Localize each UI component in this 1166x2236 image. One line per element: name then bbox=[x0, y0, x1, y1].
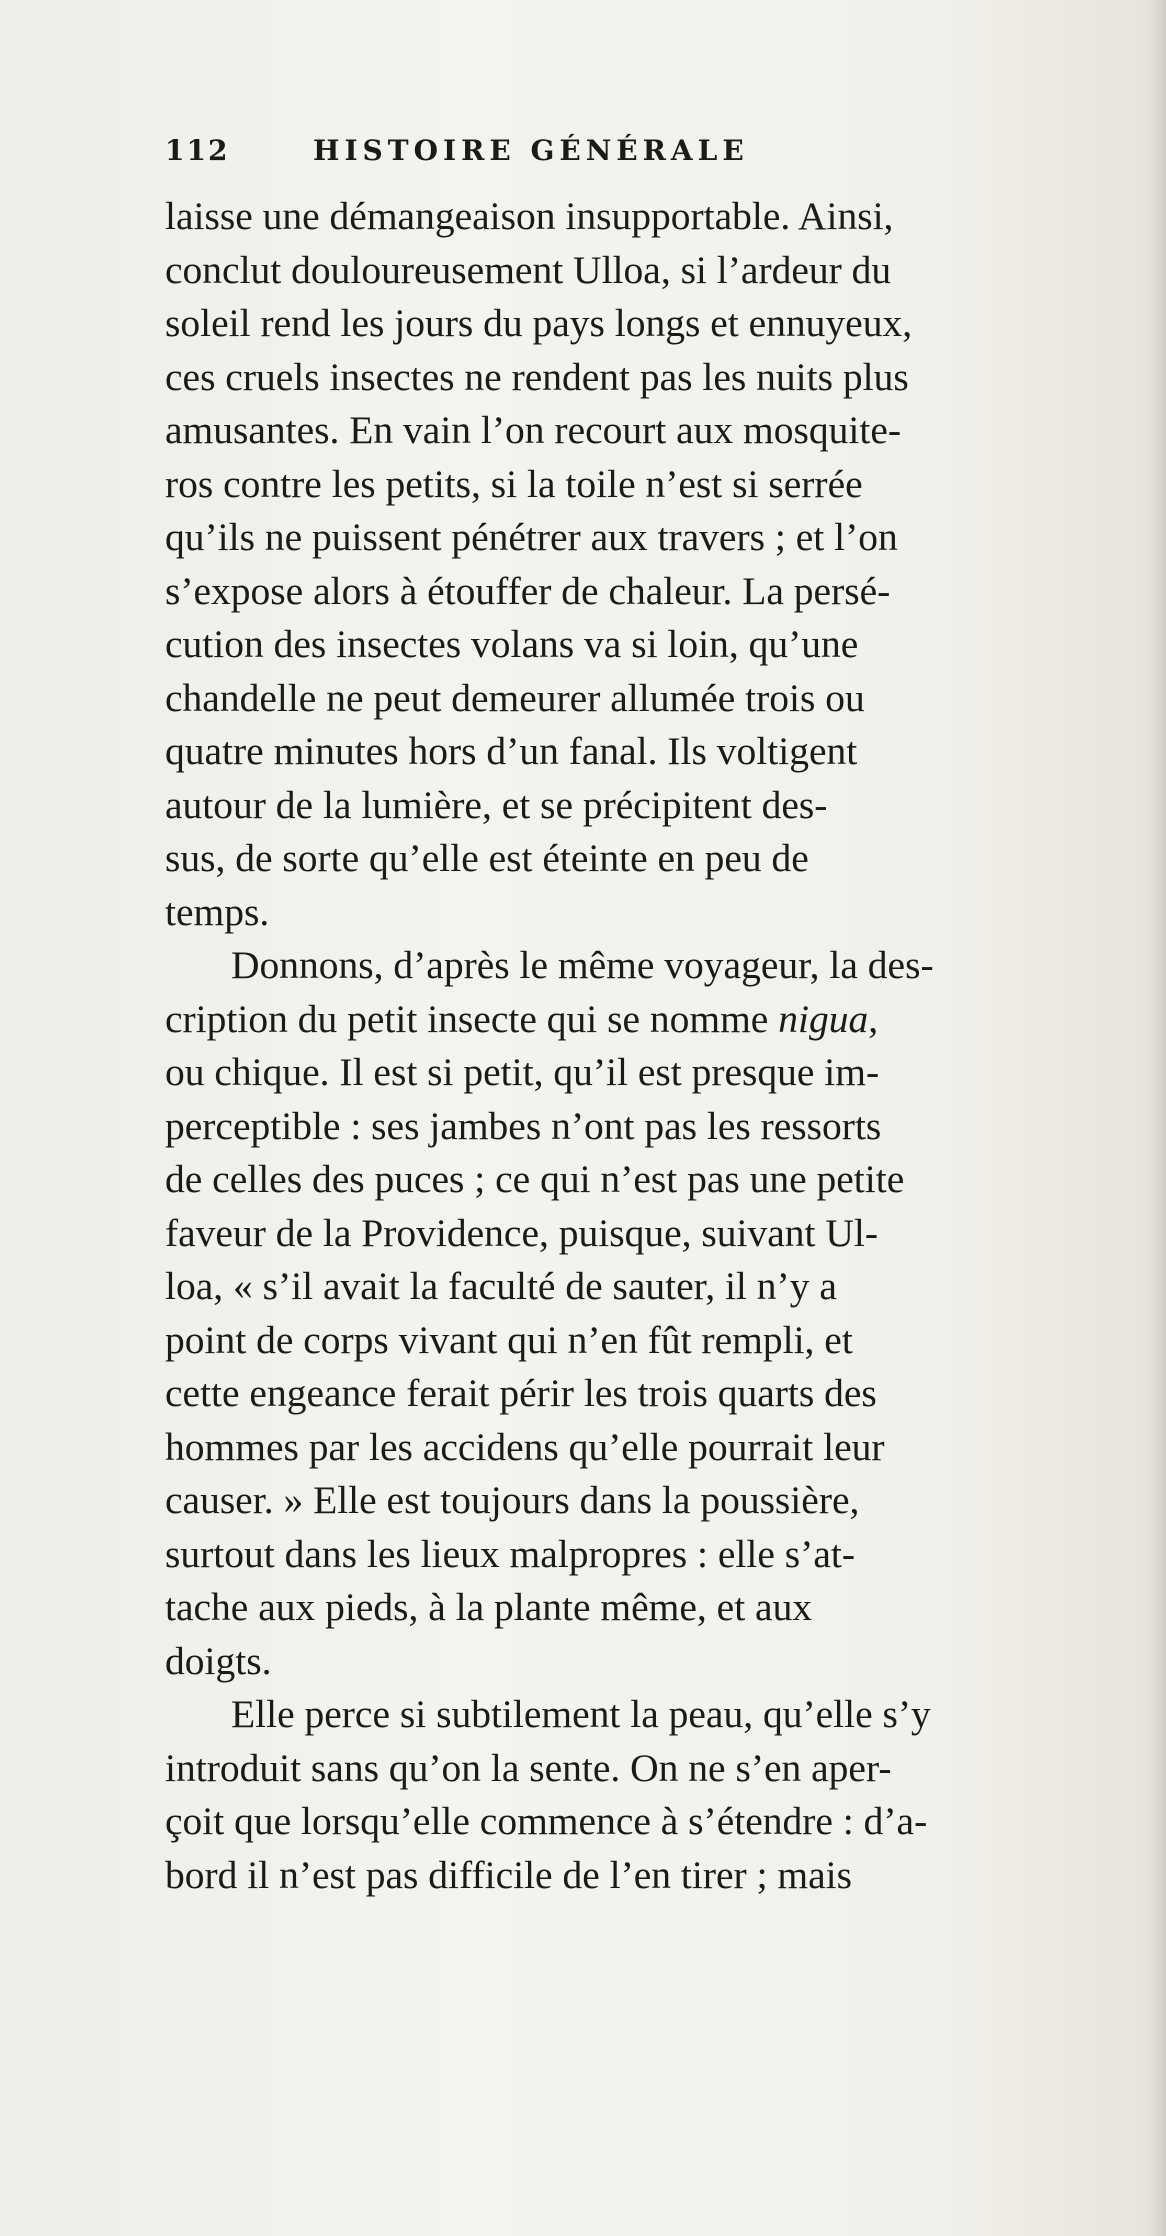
text-line: chandelle ne peut demeurer allumée trois ou bbox=[165, 675, 865, 720]
text-line: conclut douloureusement Ulloa, si l’ardeur du bbox=[165, 247, 892, 292]
text-line: hommes par les accidens qu’elle pourrait leur bbox=[165, 1424, 885, 1469]
text-line: bord il n’est pas difficile de l’en tirer ; mais bbox=[165, 1852, 853, 1897]
text-line: loa, « s’il avait la faculté de sauter, il n’y a bbox=[165, 1264, 837, 1308]
text-line: cution des insectes volans va si loin, qu’une bbox=[165, 622, 859, 666]
text-line: cette engeance ferait périr les trois quarts des bbox=[165, 1371, 877, 1415]
text-line: tache aux pieds, à la plante même, et aux bbox=[165, 1585, 813, 1629]
page-number: 112 bbox=[165, 134, 230, 167]
text-line: autour de la lumière, et se précipitent des- bbox=[165, 782, 828, 827]
text-line: introduit sans qu’on la sente. On ne s’en aper- bbox=[165, 1745, 892, 1790]
text-line: faveur de la Providence, puisque, suivant Ul- bbox=[165, 1210, 878, 1255]
italic-term: nigua bbox=[778, 996, 869, 1041]
text-line: quatre minutes hors d’un fanal. Ils voltigent bbox=[165, 729, 858, 773]
paragraph-start-line: Elle perce si subtilement la peau, qu’elle s’y bbox=[231, 1692, 931, 1736]
running-header bbox=[165, 134, 749, 167]
text-line: soleil rend les jours du pays longs et ennuyeux, bbox=[165, 301, 913, 345]
text-line: amusantes. En vain l’on recourt aux mosquite- bbox=[165, 408, 902, 452]
text-line: s’expose alors à étouffer de chaleur. La persé- bbox=[165, 568, 891, 613]
text-line: doigts. bbox=[165, 1638, 272, 1683]
text-line: temps. bbox=[165, 889, 270, 934]
text-line: cription du petit insecte qui se nomme nigua, bbox=[165, 996, 879, 1041]
text-line: ou chique. Il est si petit, qu’il est presque im- bbox=[165, 1050, 880, 1094]
text-line: qu’ils ne puissent pénétrer aux travers ; et l’on bbox=[165, 515, 898, 559]
text-line: çoit que lorsqu’elle commence à s’étendre : d’a- bbox=[165, 1799, 928, 1843]
text-line: ros contre les petits, si la toile n’est si serrée bbox=[165, 461, 863, 506]
text-line: causer. » Elle est toujours dans la poussière, bbox=[165, 1478, 860, 1522]
paragraph-start-line: Donnons, d’après le même voyageur, la des- bbox=[231, 943, 934, 987]
text-line: point de corps vivant qui n’en fût rempli, et bbox=[165, 1317, 853, 1362]
text-line: laisse une démangeaison insupportable. Ainsi, bbox=[165, 194, 894, 238]
body-text bbox=[165, 190, 1165, 1902]
text-line: de celles des puces ; ce qui n’est pas une petite bbox=[165, 1157, 905, 1201]
running-title: HISTOIRE GÉNÉRALE bbox=[313, 134, 749, 167]
text-line: sus, de sorte qu’elle est éteinte en peu de bbox=[165, 836, 809, 880]
text-line: perceptible : ses jambes n’ont pas les ressorts bbox=[165, 1103, 882, 1148]
text-line: ces cruels insectes ne rendent pas les nuits plus bbox=[165, 354, 909, 399]
text-line: surtout dans les lieux malpropres : elle s’at- bbox=[165, 1531, 855, 1576]
